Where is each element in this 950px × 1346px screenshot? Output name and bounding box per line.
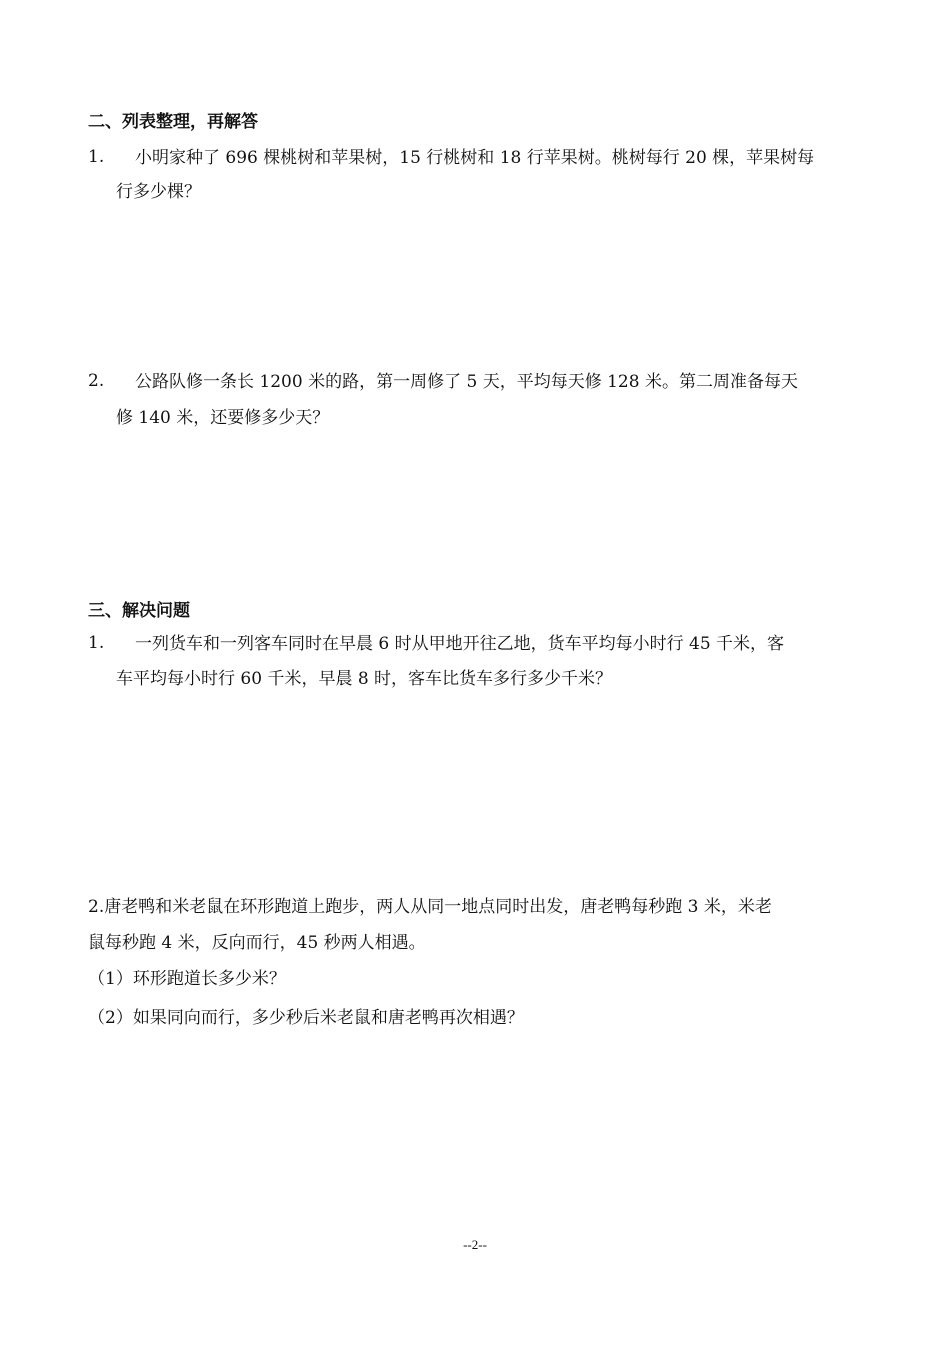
question-2-2-line-2: 修 140 米，还要修多少天？ — [116, 408, 330, 428]
question-2-2-line-1: 公路队修一条长 1200 米的路，第一周修了 5 天，平均每天修 128 米。第二周准备每天 — [135, 372, 798, 392]
question-3-2-sub-2: （2）如果同向而行，多少秒后米老鼠和唐老鸭再次相遇？ — [88, 1008, 524, 1028]
question-3-1-line-1: 一列货车和一列客车同时在早晨 6 时从甲地开往乙地，货车平均每小时行 45 千米，客 — [135, 634, 785, 654]
question-3-1-line-2: 车平均每小时行 60 千米，早晨 8 时，客车比货车多行多少千米？ — [116, 669, 613, 689]
question-2-1-line-1: 小明家种了 696 棵桃树和苹果树，15 行桃树和 18 行苹果树。桃树每行 20 棵，苹果树每 — [135, 148, 815, 168]
question-2-1-number: 1. — [88, 147, 105, 167]
section-2-heading: 二、列表整理，再解答 — [88, 112, 258, 132]
question-3-2-line-2: 鼠每秒跑 4 米，反向而行，45 秒两人相遇。 — [88, 933, 426, 953]
question-3-2-sub-1: （1）环形跑道长多少米？ — [88, 969, 286, 989]
section-3-heading: 三、解决问题 — [88, 601, 190, 621]
question-2-1-line-2: 行多少棵？ — [116, 182, 201, 202]
question-3-2-line-1: 2.唐老鸭和米老鼠在环形跑道上跑步，两人从同一地点同时出发，唐老鸭每秒跑 3 米，米老 — [88, 897, 772, 917]
page-number: --2-- — [463, 1237, 487, 1252]
question-2-2-number: 2. — [88, 371, 105, 391]
question-3-1-number: 1. — [88, 633, 105, 653]
